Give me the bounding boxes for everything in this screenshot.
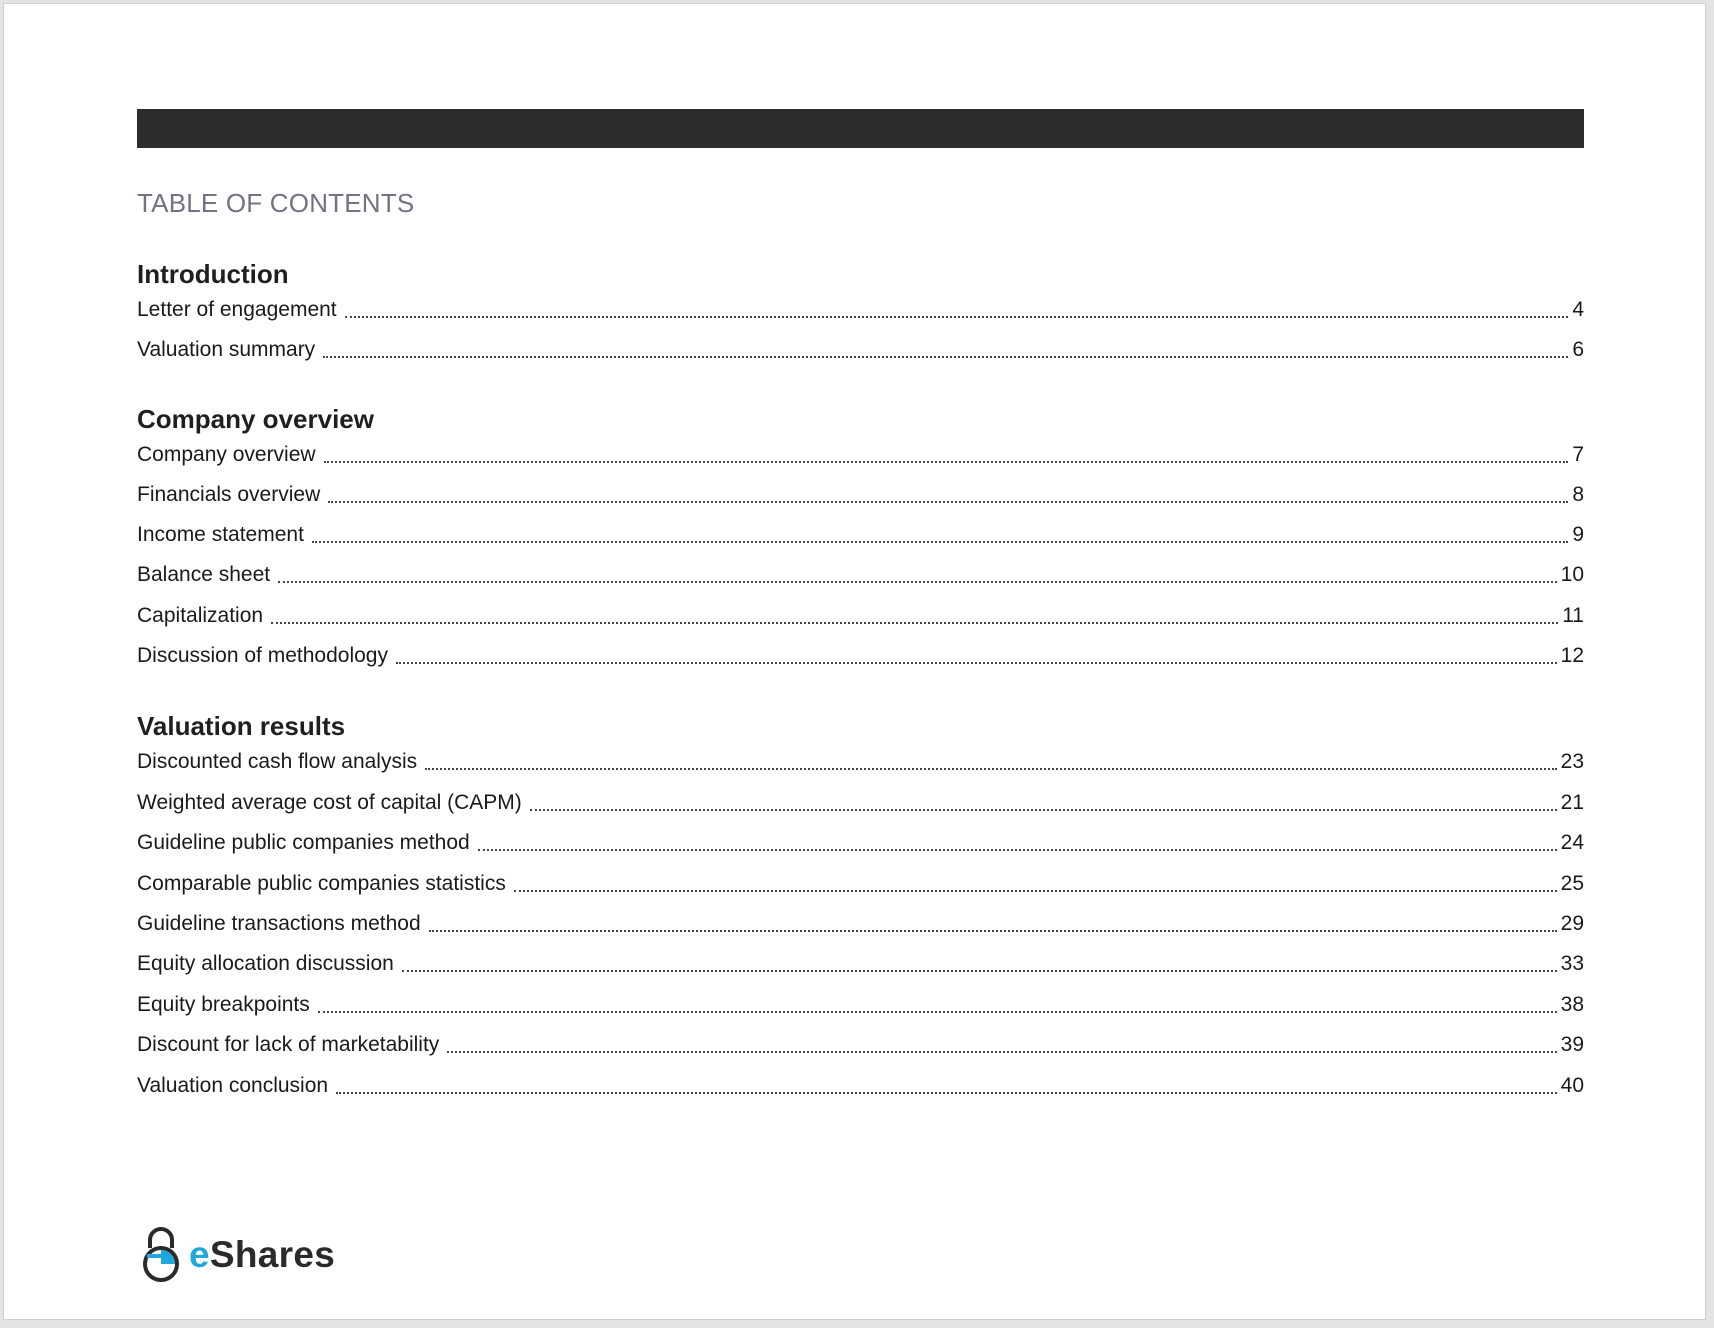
toc-entry-page: 33: [1560, 952, 1584, 975]
toc-entry-label: Comparable public companies statistics: [137, 872, 506, 895]
toc-entry[interactable]: [137, 442, 1584, 468]
section-title-valuation-results: Valuation results: [137, 711, 346, 741]
toc-entry[interactable]: [137, 1073, 1584, 1099]
toc-entry-page: 10: [1560, 563, 1584, 586]
section-title-company-overview: Company overview: [137, 404, 374, 434]
toc-entry-label: Guideline public companies method: [137, 831, 470, 854]
dot-leader: [429, 928, 1557, 932]
toc-entry[interactable]: [137, 951, 1584, 977]
toc-entry-label: Equity allocation discussion: [137, 952, 394, 975]
dot-leader: [336, 1090, 1557, 1094]
dot-leader: [328, 499, 1568, 503]
toc-entry-label: Equity breakpoints: [137, 993, 310, 1016]
dot-leader: [323, 354, 1568, 358]
dot-leader: [278, 579, 1557, 583]
logo-wordmark: [189, 1234, 335, 1276]
dot-leader: [312, 539, 1568, 543]
toc-entry-label: Balance sheet: [137, 563, 271, 586]
dot-leader: [402, 968, 1557, 972]
toc-entry-page: 6: [1572, 338, 1584, 361]
toc-entry-label: Discussion of methodology: [137, 644, 388, 667]
toc-entry-page: 40: [1560, 1074, 1584, 1097]
dot-leader: [324, 459, 1569, 463]
toc-entry-page: 24: [1560, 831, 1584, 854]
toc-entry[interactable]: [137, 603, 1584, 629]
section-title-introduction: Introduction: [137, 259, 289, 289]
toc-entry-label: Company overview: [137, 443, 316, 466]
dot-leader: [271, 620, 1558, 624]
toc-entry-label: Valuation conclusion: [137, 1074, 329, 1097]
toc-entry-page: 9: [1572, 523, 1584, 546]
toc-entry-page: 12: [1560, 644, 1584, 667]
document-page: [3, 3, 1706, 1320]
toc-heading: TABLE OF CONTENTS: [137, 188, 415, 218]
toc-entry[interactable]: [137, 1032, 1584, 1058]
toc-entry[interactable]: [137, 749, 1584, 775]
toc-entry[interactable]: [137, 522, 1584, 548]
logo-prefix: e: [189, 1234, 210, 1275]
toc-entry[interactable]: [137, 992, 1584, 1018]
toc-entry-label: Guideline transactions method: [137, 912, 421, 935]
dot-leader: [514, 888, 1557, 892]
toc-entry[interactable]: [137, 562, 1584, 588]
toc-entry-page: 4: [1572, 298, 1584, 321]
dot-leader: [396, 660, 1557, 664]
toc-entry-page: 7: [1572, 443, 1584, 466]
toc-entry-label: Weighted average cost of capital (CAPM): [137, 791, 522, 814]
toc-entry[interactable]: [137, 830, 1584, 856]
dot-leader: [345, 314, 1569, 318]
toc-entry-page: 11: [1562, 604, 1584, 627]
toc-entry-page: 8: [1572, 483, 1584, 506]
eshares-logo: [139, 1226, 335, 1284]
toc-entry-label: Discount for lack of marketability: [137, 1033, 440, 1056]
toc-entry-page: 25: [1560, 872, 1584, 895]
header-bar: [137, 109, 1584, 148]
logo-name: Shares: [209, 1234, 336, 1275]
toc-entry[interactable]: [137, 911, 1584, 937]
dot-leader: [478, 847, 1557, 851]
toc-entry[interactable]: [137, 790, 1584, 816]
toc-entry[interactable]: [137, 871, 1584, 897]
dot-leader: [425, 766, 1557, 770]
toc-entry-label: Valuation summary: [137, 338, 316, 361]
toc-entry-label: Discounted cash flow analysis: [137, 750, 418, 773]
toc-entry-page: 29: [1560, 912, 1584, 935]
lock-icon: [139, 1226, 183, 1284]
toc-entry[interactable]: [137, 482, 1584, 508]
dot-leader: [318, 1009, 1557, 1013]
dot-leader: [530, 807, 1557, 811]
toc-entry-label: Letter of engagement: [137, 298, 337, 321]
toc-entry[interactable]: [137, 297, 1584, 323]
toc-entry[interactable]: [137, 643, 1584, 669]
toc-entry-label: Financials overview: [137, 483, 321, 506]
toc-entry-label: Income statement: [137, 523, 304, 546]
dot-leader: [447, 1049, 1556, 1053]
toc-entry-page: 38: [1560, 993, 1584, 1016]
toc-entry-page: 23: [1560, 750, 1584, 773]
toc-entry-page: 39: [1560, 1033, 1584, 1056]
toc-entry-label: Capitalization: [137, 604, 264, 627]
toc-entry-page: 21: [1560, 791, 1584, 814]
toc-entry[interactable]: [137, 337, 1584, 363]
